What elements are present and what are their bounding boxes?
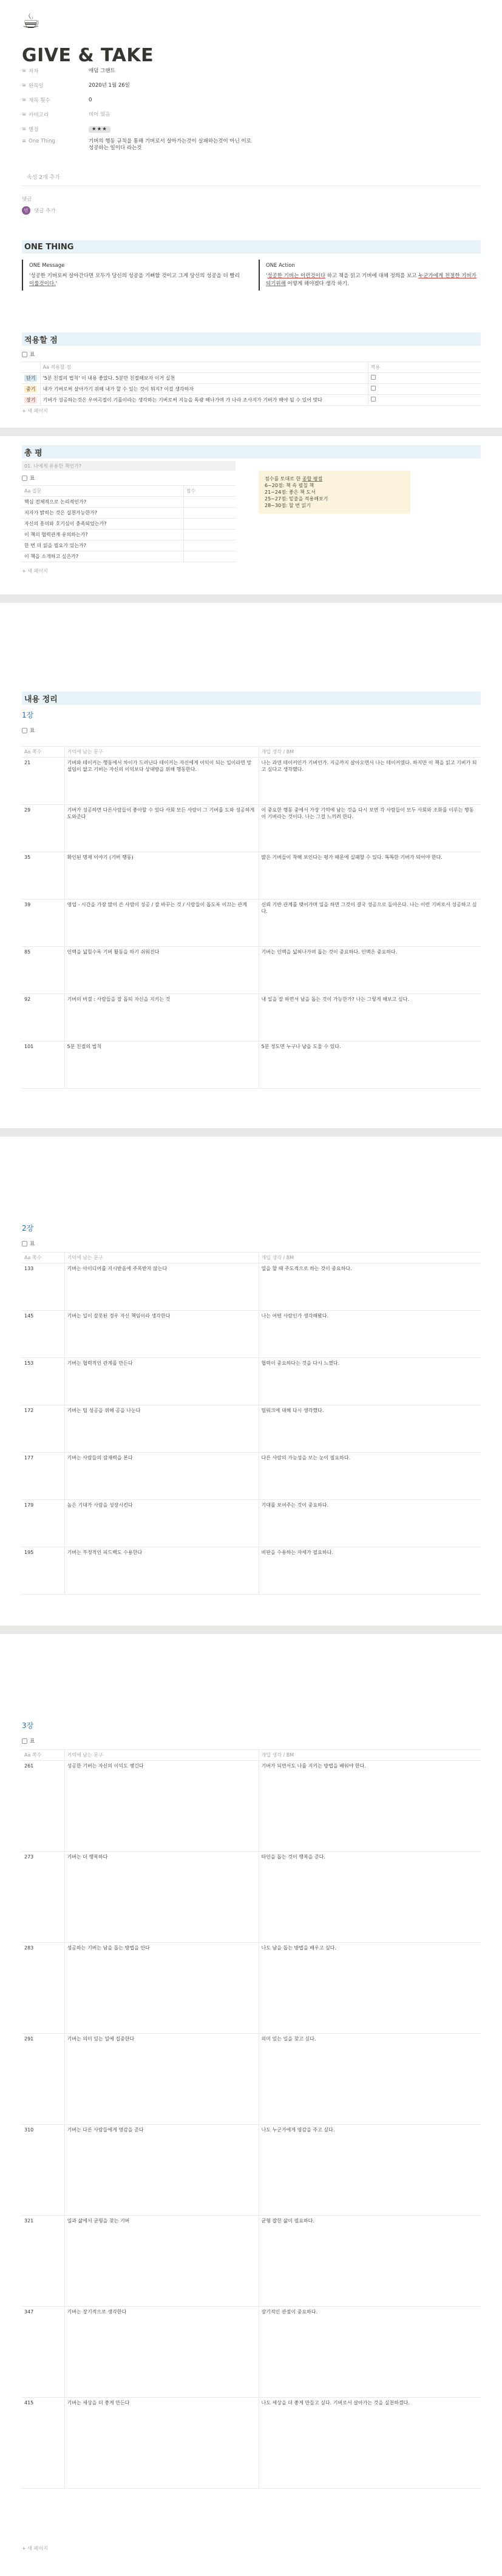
table-row[interactable] (22, 2216, 481, 2307)
calendar-icon: ≡ (22, 82, 27, 89)
quote-cell[interactable]: 인맥을 넓힐수록 기버 활동을 하기 쉬워진다 (64, 947, 259, 994)
col-header[interactable]: 적용 (368, 362, 481, 373)
property-value[interactable]: ★★★ (89, 126, 265, 133)
thought-cell[interactable]: 신뢰 기반 관계를 맺어가며 일을 하면 그것이 결국 성공으로 돌아온다. 나는 이런 기버로서 성공하고 싶다. (259, 900, 481, 947)
thought-cell[interactable]: 내 일을 잘 하면서 남을 돕는 것이 가능한가? 나는 그렇게 해보고 싶다. (259, 994, 481, 1041)
table-row[interactable] (22, 1405, 481, 1453)
apply-text[interactable]: 기버가 성공하는것은 우여곡절이 기를이라는 생각하는 기버로써 지능을 독광 해나가며 가 나라 조사지가 기버가 해야 될 수 있어 맞다 (40, 395, 368, 406)
score-guide-item: 21~24점: 좋은 책 도서 (265, 489, 316, 495)
question-cell[interactable]: 이 책을 소개하고 싶은가? (22, 551, 183, 562)
comments-label (22, 195, 32, 203)
page-cell[interactable]: 347 (22, 2307, 64, 2398)
score-guide-callout (259, 471, 410, 514)
checkbox[interactable] (371, 375, 376, 380)
question-cell[interactable]: 핵심 전체적으로 논리적인가? (22, 497, 183, 508)
thought-cell[interactable]: 5분 정도면 누구나 남을 도울 수 있다. (259, 1041, 481, 1089)
quote-cell[interactable]: 기버는 세상을 더 좋게 만든다 (64, 2398, 259, 2489)
more-props-label[interactable]: 속성 2개 추가 (27, 174, 60, 181)
section-separator (0, 1128, 502, 1137)
score-cell[interactable] (183, 497, 236, 508)
col-header[interactable]: Aa 질문 (22, 486, 183, 497)
table-row[interactable] (22, 497, 236, 508)
page-cell[interactable]: 133 (22, 1263, 64, 1311)
page-cell[interactable]: 321 (22, 2216, 64, 2307)
summary-heading (22, 691, 481, 705)
question-cell[interactable]: 자신의 흥미와 호기심이 충족되었는가? (22, 519, 183, 530)
chapter-db-label[interactable]: 표 (22, 727, 35, 734)
quote-cell[interactable]: 기버는 팀 성공을 위해 공을 나눈다 (64, 1405, 259, 1453)
property-value[interactable]: 2020년 1월 26일 (89, 82, 130, 89)
table-row[interactable] (22, 508, 236, 519)
table-row[interactable] (22, 373, 481, 384)
thought-cell[interactable]: 비판을 수용하는 자세가 필요하다. (259, 1547, 481, 1595)
property-key: ≡ 재독 횟수 (22, 97, 50, 104)
thought-cell[interactable]: 다른 사람의 가능성을 보는 눈이 필요하다. (259, 1453, 481, 1500)
table-row[interactable] (22, 551, 236, 562)
thought-cell[interactable]: 협력이 중요하다는 것을 다시 느꼈다. (259, 1358, 481, 1405)
table-icon (22, 728, 27, 733)
col-header[interactable]: Aa 적용할 점 (40, 362, 368, 373)
table-row[interactable] (22, 1041, 481, 1089)
table-row[interactable] (22, 2034, 481, 2125)
review-table (22, 485, 236, 562)
table-icon (22, 352, 27, 357)
apply-heading-text: 적용할 점 (24, 335, 58, 345)
page-cell[interactable]: 273 (22, 1852, 64, 1943)
property-row[interactable] (22, 66, 265, 76)
score-cell[interactable] (183, 530, 236, 540)
thought-cell[interactable]: 나는 어떤 사람인가 생각해봤다. (259, 1311, 481, 1358)
quote-cell[interactable]: 성공하는 기버는 남을 돕는 방법을 안다 (64, 1943, 259, 2034)
comments-title: 댓글 (22, 197, 32, 203)
property-row[interactable] (22, 138, 253, 158)
page-cell[interactable]: 291 (22, 2034, 64, 2125)
page-cell[interactable]: 85 (22, 947, 64, 994)
table-row[interactable] (22, 900, 481, 947)
apply-text[interactable]: 내가 기버로써 살아가기 위해 내가 할 수 있는 것이 뭐지? 이걸 생각하자 (40, 384, 368, 395)
table-row[interactable] (22, 2125, 481, 2216)
score-guide-item: 6~20점: 책 속 펼칠 책 (265, 483, 314, 488)
quote-cell[interactable]: 기버는 일이 잘못된 경우 자신 책임이라 생각한다 (64, 1311, 259, 1358)
property-key: ≡ 완독일 (22, 82, 44, 89)
checkbox[interactable] (371, 386, 376, 391)
one-message-callout (22, 260, 248, 291)
select-icon: ≡ (22, 126, 27, 132)
page-cell[interactable]: 35 (22, 852, 64, 900)
chapter-1-table: Aa 쪽수 기억에 남는 문구 개입 생각 / BM 21 기버와 테이커는 행동에서 차이가 드러난다 테이커는 자신에게 이익이 되는 일이라면 망설임이 없고 기버는 자신의 이익보다 상대방을 위해 행동한다. 나는 과연 테이커인가 기버인가. 지금까지 살아오면서 나는 테이커였다. 하지만 이 책을 읽고 기버가 되고 싶다고 생각했다. 29 기버가 성공하면 다른사람들이 좋아할 수 있다 사회 모든 사람이 그 기버를 도와 성공하게 도와준다 이 중요한 행동 중에서 가장 기억에 남는 것을 다시 보면 각 사람들이 모두 사회와 조화를 이루는 행동이 기버라는 것이다. 나는 그걸 느끼려 한다. 35 확인된 명제 이야기 (기버 행동) 많은 기버들이 착해 보인다는 평가 때문에 실패할 수 있다. 똑똑한 기버가 되어야 한다. 39 영업 - 시간을 가장 많이 쓴 사람이 성공 / 잘 바꾸는 것 / 사람들이 돕도록 이끄는 관계 신뢰 기반 관계를 맺어가며 일을 하면 그것이 결국 성공으로 돌아온다. 나는 이런 기버로서 성공하고 싶다. 85 인맥을 넓힐수록 기버 활동을 하기 쉬워진다 기버는 인맥을 넓혀나가며 돕는 것이 중요하다. 인맥은 중요하다. 92 기버의 비결 : 사람들을 잘 돕되 자신을 지키는 것 내 일을 잘 하면서 남을 돕는 것이 가능한가? 나는 그렇게 해보고 싶다. 101 5분 친절의 법칙 5분 정도면 누구나 남을 도울 수 있다. (22, 746, 481, 1089)
score-cell[interactable] (183, 551, 236, 562)
score-cell[interactable] (183, 540, 236, 551)
page-cell[interactable]: 101 (22, 1041, 64, 1089)
page-cell[interactable]: 177 (22, 1453, 64, 1500)
summary-heading-text: 내용 정리 (24, 694, 58, 704)
term-tag: 장기 (24, 397, 37, 403)
table-row[interactable] (22, 852, 481, 900)
property-row[interactable] (22, 109, 265, 120)
score-guide-item: 28~30점: 할 번 읽기 (265, 503, 311, 508)
table-row[interactable] (22, 540, 236, 551)
one-thing-heading (22, 240, 481, 254)
one-message-title: ONE Message (29, 263, 65, 269)
table-icon (22, 476, 27, 481)
property-row[interactable] (22, 124, 265, 135)
one-message-text: '성공한 기버로써 살아간다면 모두가 당신의 성공을 기뻐할 것이고 그게 당신의 성공을 더 빨리 이룰것이다.' (29, 273, 240, 287)
quote-cell[interactable]: 높은 기대가 사람을 성장시킨다 (64, 1500, 259, 1547)
add-comment-input[interactable]: 댓글 추가 (34, 208, 56, 214)
table-row[interactable] (22, 1852, 481, 1943)
apply-table (22, 362, 481, 406)
table-row[interactable] (22, 1547, 481, 1595)
one-action-title: ONE Action (266, 263, 295, 269)
score-guide-item: 25~27점: 밑줄을 적용해보기 (265, 496, 328, 502)
thought-cell[interactable]: 나도 세상을 더 좋게 만들고 싶다. 기버로서 살아가는 것을 실천하겠다. (259, 2398, 481, 2489)
property-key: ≡ 별점 (22, 126, 39, 133)
table-row[interactable] (22, 758, 481, 805)
coffee-cup-icon[interactable]: ☕ (22, 9, 41, 33)
thought-cell[interactable]: 일을 할 때 주도적으로 하는 것이 중요하다. (259, 1263, 481, 1311)
table-row[interactable] (22, 2307, 481, 2398)
one-thing-heading-text: ONE THING (24, 242, 74, 252)
review-db-label[interactable]: 표 (22, 474, 35, 482)
quote-cell[interactable]: 기버는 장기적으로 생각한다 (64, 2307, 259, 2398)
chapter-3-table: Aa 쪽수 기억에 남는 문구 개입 생각 / BM 261 성공한 기버는 자신의 이익도 챙긴다 기버가 되면서도 나를 지키는 방법을 배워야 한다. 273 기버는 더 행복하다 타인을 돕는 것이 행복을 준다. 283 성공하는 기버는 남을 돕는 방법을 안다 나도 남을 돕는 방법을 배우고 싶다. 291 기버는 의미 있는 일에 집중한다 의미 있는 일을 찾고 싶다. 310 기버는 다른 사람들에게 영감을 준다 나도 누군가에게 영감을 주고 싶다. 321 일과 삶에서 균형을 찾는 기버 균형 잡힌 삶이 필요하다. 347 기버는 장기적으로 생각한다 장기적인 관점이 중요하다. 415 기버는 세상을 더 좋게 만든다 나도 세상을 더 좋게 만들고 싶다. 기버로서 살아가는 것을 실천하겠다. (22, 1749, 481, 2489)
apply-db-label[interactable]: 표 (22, 351, 35, 358)
table-row[interactable] (22, 1761, 481, 1852)
thought-cell[interactable]: 기버는 인맥을 넓혀나가며 돕는 것이 중요하다. 인맥은 중요하다. (259, 947, 481, 994)
question-cell[interactable]: 저자가 밝히는 것은 실천가능한가? (22, 508, 183, 519)
text-icon: ≡ (22, 138, 27, 144)
property-key: ≡ 저자 (22, 68, 39, 75)
page-cell[interactable]: 21 (22, 758, 64, 805)
page-cell[interactable]: 310 (22, 2125, 64, 2216)
score-cell[interactable] (183, 508, 236, 519)
chapter-title: 3장 (22, 1721, 34, 1730)
table-row[interactable] (22, 530, 236, 540)
property-key: ≡ One Thing (22, 138, 55, 144)
chapter-title: 2장 (22, 1224, 34, 1233)
table-row[interactable] (22, 1311, 481, 1358)
quote-cell[interactable]: 영업 - 시간을 가장 많이 쓴 사람이 성공 / 잘 바꾸는 것 / 사람들이 돕도록 이끄는 관계 (64, 900, 259, 947)
one-action-text: '성공한 기버는 이런것이다 하고 책을 읽고 기버에 대해 정의를 보고 누군가에게 친절한 기버가 되기위해 어떻게 해야겠다 생각 하기. (266, 273, 477, 287)
term-tag: 중기 (24, 386, 37, 392)
col-header[interactable]: 점수 (183, 486, 236, 497)
new-page-button[interactable]: + 새 페이지 (22, 2546, 48, 2551)
apply-text[interactable]: '5분 친절의 법칙' 이 내용 좋았다. 5분만 친절해보자 이거 실천 (40, 373, 368, 384)
table-row[interactable] (22, 947, 481, 994)
quote-cell[interactable]: 기버와 테이커는 행동에서 차이가 드러난다 테이커는 자신에게 이익이 되는 일이라면 망설임이 없고 기버는 자신의 이익보다 상대방을 위해 행동한다. (64, 758, 259, 805)
quote-cell[interactable]: 기버는 부정적인 피드백도 수용한다 (64, 1547, 259, 1595)
property-key: ≡ 카테고리 (22, 112, 49, 118)
thought-cell[interactable]: 팀워크에 대해 다시 생각했다. (259, 1405, 481, 1453)
add-comment-row[interactable] (22, 206, 56, 215)
quote-cell[interactable]: 기버는 더 행복하다 (64, 1852, 259, 1943)
page-cell[interactable]: 39 (22, 900, 64, 947)
one-action-callout (259, 260, 484, 291)
page-cell[interactable]: 92 (22, 994, 64, 1041)
new-page-button[interactable]: + 새 페이지 (22, 408, 48, 414)
quote-cell[interactable]: 5분 친절의 법칙 (64, 1041, 259, 1089)
thought-cell[interactable]: 의미 있는 일을 찾고 싶다. (259, 2034, 481, 2125)
page-cell[interactable]: 172 (22, 1405, 64, 1453)
section-separator (0, 428, 502, 436)
thought-cell[interactable]: 많은 기버들이 착해 보인다는 평가 때문에 실패할 수 있다. 똑똑한 기버가 되어야 한다. (259, 852, 481, 900)
apply-heading (22, 332, 481, 346)
property-value[interactable]: 0 (89, 96, 92, 103)
property-row[interactable] (22, 80, 265, 91)
text-icon: ≡ (22, 68, 27, 74)
page-cell[interactable]: 261 (22, 1761, 64, 1852)
table-icon (22, 1738, 27, 1744)
avatar: 민 (22, 206, 30, 215)
page-cell[interactable]: 415 (22, 2398, 64, 2489)
quote-cell[interactable]: 기버의 비결 : 사람들을 잘 돕되 자신을 지키는 것 (64, 994, 259, 1041)
thought-cell[interactable]: 나도 누군가에게 영감을 주고 싶다. (259, 2125, 481, 2216)
chapter-2-table: Aa 쪽수 기억에 남는 문구 개입 생각 / BM 133 기버는 아이디어를 지시받음에 주목받지 않는다 일을 할 때 주도적으로 하는 것이 중요하다. 145 기버는 일이 잘못된 경우 자신 책임이라 생각한다 나는 어떤 사람인가 생각해봤다. 153 기버는 협력적인 관계를 만든다 협력이 중요하다는 것을 다시 느꼈다. 172 기버는 팀 성공을 위해 공을 나눈다 팀워크에 대해 다시 생각했다. 177 기버는 사람들의 잠재력을 본다 다른 사람의 가능성을 보는 눈이 필요하다. 179 높은 기대가 사람을 성장시킨다 기대를 보여주는 것이 중요하다. 195 기버는 부정적인 피드백도 수용한다 비판을 수용하는 자세가 필요하다. (22, 1252, 481, 1595)
review-heading (22, 445, 481, 459)
property-value[interactable]: 비어 있음 (89, 111, 110, 118)
review-question-list (22, 461, 236, 471)
thought-cell[interactable]: 나는 과연 테이커인가 기버인가. 지금까지 살아오면서 나는 테이커였다. 하지만 이 책을 읽고 기버가 되고 싶다고 생각했다. (259, 758, 481, 805)
table-row[interactable] (22, 1500, 481, 1547)
page-title[interactable]: GIVE & TAKE (22, 45, 154, 66)
question-cell[interactable]: 한 번 더 읽을 필요가 있는가? (22, 540, 183, 551)
table-icon (22, 1241, 27, 1246)
chapter-title: 1장 (22, 711, 34, 719)
page-cell[interactable]: 29 (22, 805, 64, 852)
thought-cell[interactable]: 기대를 보여주는 것이 중요하다. (259, 1500, 481, 1547)
property-value[interactable]: 기버의 행동 규칙을 통해 기버로서 살아가는것이 실패하는것이 아닌 이로 성공하는 일이다 라는것 (89, 138, 251, 151)
table-row[interactable] (22, 384, 481, 395)
table-row[interactable] (22, 395, 481, 406)
thought-cell[interactable]: 균형 잡힌 삶이 필요하다. (259, 2216, 481, 2307)
table-row[interactable] (22, 805, 481, 852)
property-row[interactable] (22, 95, 265, 106)
list-icon: ≡ (22, 112, 27, 118)
quote-cell[interactable]: 기버는 아이디어를 지시받음에 주목받지 않는다 (64, 1263, 259, 1311)
thought-cell[interactable]: 타인을 돕는 것이 행복을 준다. (259, 1852, 481, 1943)
number-icon: ≡ (22, 97, 27, 103)
chapter-db-label[interactable]: 표 (22, 1737, 35, 1744)
page-cell[interactable]: 145 (22, 1311, 64, 1358)
table-row[interactable] (22, 1943, 481, 2034)
thought-cell[interactable]: 장기적인 관점이 중요하다. (259, 2307, 481, 2398)
table-row[interactable] (22, 1453, 481, 1500)
table-row[interactable] (22, 2398, 481, 2489)
page-cell[interactable]: 283 (22, 1943, 64, 2034)
page-cell[interactable]: 153 (22, 1358, 64, 1405)
quote-cell[interactable]: 기버는 사람들의 잠재력을 본다 (64, 1453, 259, 1500)
quote-cell[interactable]: 일과 삶에서 균형을 찾는 기버 (64, 2216, 259, 2307)
checkbox[interactable] (371, 397, 376, 402)
more-props-row[interactable] (22, 171, 265, 182)
question-cell[interactable]: 이 책의 협력관계 유의하는가? (22, 530, 183, 540)
chapter-db-label[interactable]: 표 (22, 1240, 35, 1247)
table-row[interactable] (22, 519, 236, 530)
property-value[interactable]: 애덤 그랜트 (89, 67, 115, 74)
thought-cell[interactable]: 나도 남을 돕는 방법을 배우고 싶다. (259, 1943, 481, 2034)
new-page-button[interactable]: + 새 페이지 (22, 568, 48, 574)
thought-cell[interactable]: 이 중요한 행동 중에서 가장 기억에 남는 것을 다시 보면 각 사람들이 모두 사회와 조화를 이루는 행동이 기버라는 것이다. 나는 그걸 느끼려 한다. (259, 805, 481, 852)
section-separator (0, 1626, 502, 1634)
quote-cell[interactable]: 기버는 협력적인 관계를 만든다 (64, 1358, 259, 1405)
section-separator (0, 594, 502, 603)
quote-cell[interactable]: 기버는 다른 사람들에게 영감을 준다 (64, 2125, 259, 2216)
page-cell[interactable]: 179 (22, 1500, 64, 1547)
quote-cell[interactable]: 확인된 명제 이야기 (기버 행동) (64, 852, 259, 900)
page-cell[interactable]: 195 (22, 1547, 64, 1595)
score-guide-title: 점수를 토대로 한 종합 평점 (265, 476, 323, 482)
thought-cell[interactable]: 기버가 되면서도 나를 지키는 방법을 배워야 한다. (259, 1761, 481, 1852)
quote-cell[interactable]: 성공한 기버는 자신의 이익도 챙긴다 (64, 1761, 259, 1852)
table-row[interactable] (22, 994, 481, 1041)
table-row[interactable] (22, 1358, 481, 1405)
term-tag: 단기 (24, 375, 37, 382)
review-heading-text: 총 평 (24, 448, 42, 458)
quote-cell[interactable]: 기버가 성공하면 다른사람들이 좋아할 수 있다 사회 모든 사람이 그 기버를 도와 성공하게 도와준다 (64, 805, 259, 852)
quote-cell[interactable]: 기버는 의미 있는 일에 집중한다 (64, 2034, 259, 2125)
table-row[interactable] (22, 1263, 481, 1311)
score-cell[interactable] (183, 519, 236, 530)
review-question[interactable]: 01. 나에게 유용한 책인가? (22, 461, 236, 471)
